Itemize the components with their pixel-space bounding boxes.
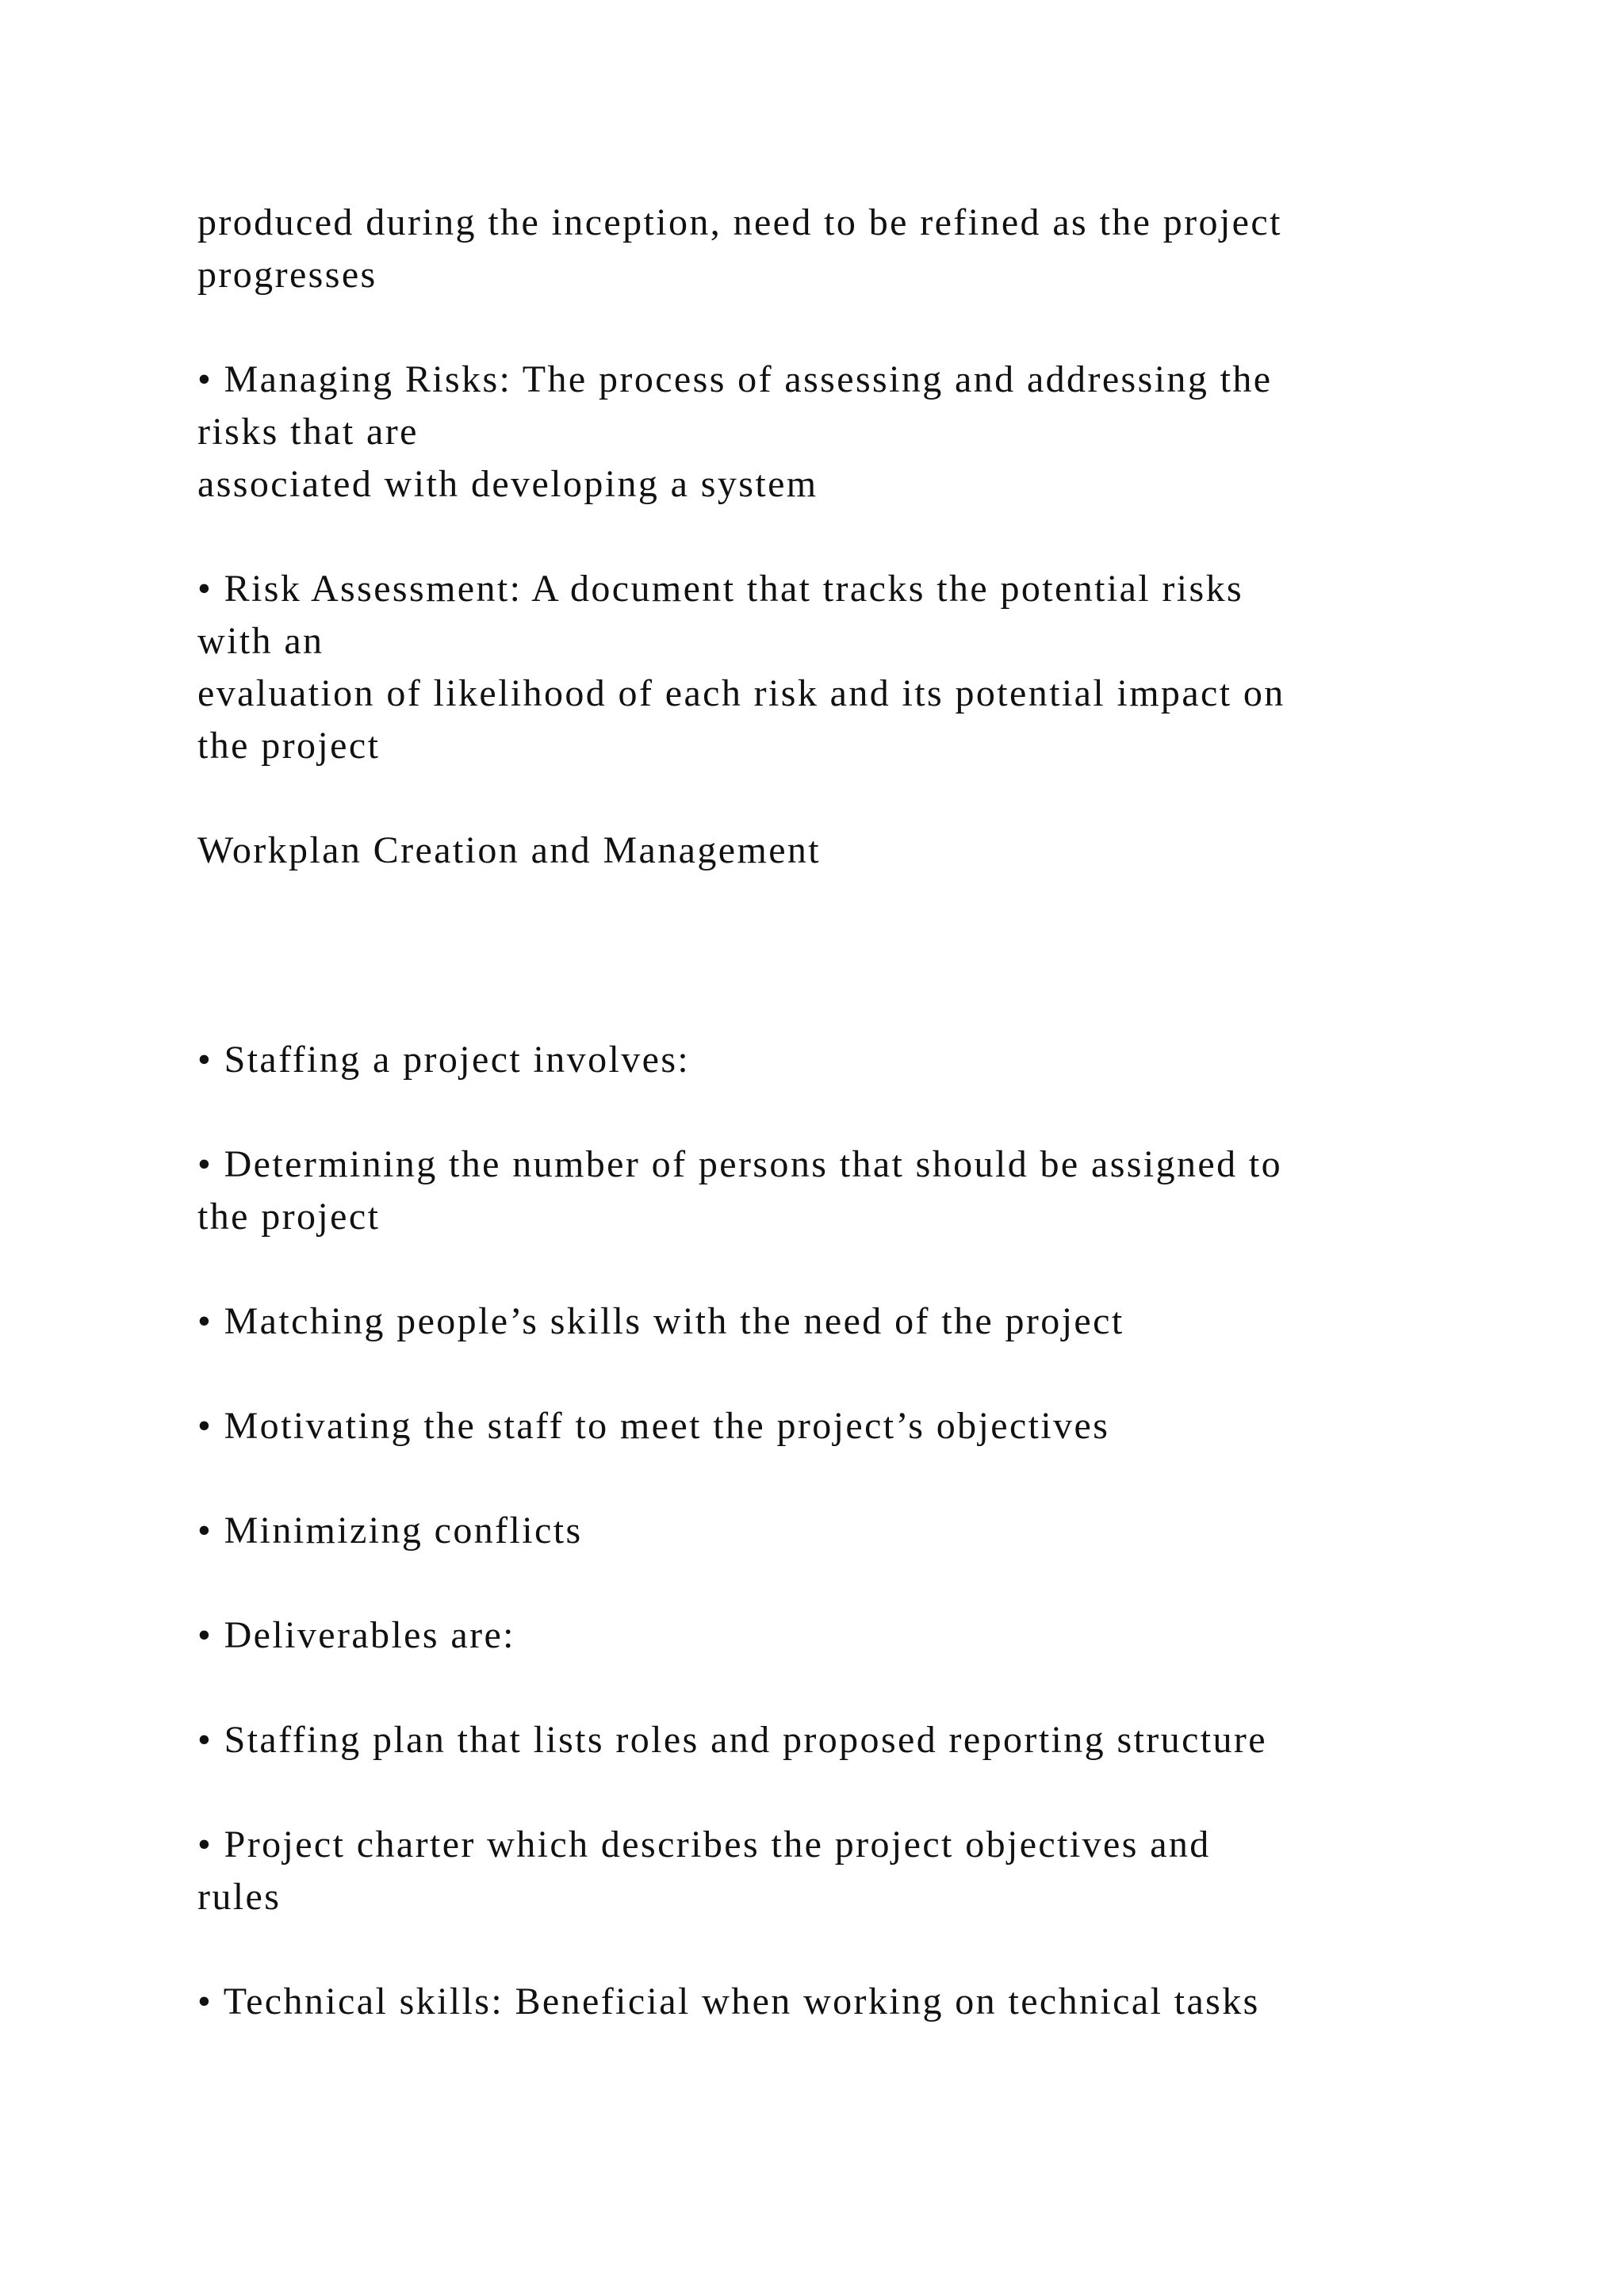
text-line-16: • Minimizing conflicts bbox=[197, 1510, 583, 1552]
text-line-5: associated with developing a system bbox=[197, 463, 818, 505]
text-line-12: • Determining the number of persons that should be assigned to bbox=[197, 1143, 1283, 1185]
text-line-9: the project bbox=[197, 725, 381, 767]
text-line-13: the project bbox=[197, 1196, 381, 1238]
text-line-1: produced during the inception, need to be refined as the project bbox=[197, 201, 1282, 243]
text-line-21: • Technical skills: Beneficial when working on technical tasks bbox=[197, 1980, 1260, 2022]
text-line-15: • Motivating the staff to meet the project’s objectives bbox=[197, 1405, 1110, 1447]
text-line-2: progresses bbox=[197, 254, 377, 296]
section-heading: Workplan Creation and Management bbox=[197, 829, 822, 871]
text-line-17: • Deliverables are: bbox=[197, 1614, 515, 1656]
text-line-18: • Staffing plan that lists roles and proposed reporting structure bbox=[197, 1719, 1268, 1761]
text-line-7: with an bbox=[197, 620, 324, 662]
text-line-20: rules bbox=[197, 1876, 282, 1918]
text-line-19: • Project charter which describes the project objectives and bbox=[197, 1823, 1211, 1866]
text-line-11: • Staffing a project involves: bbox=[197, 1039, 691, 1081]
text-line-14: • Matching people’s skills with the need of the project bbox=[197, 1300, 1124, 1342]
text-line-6: • Risk Assessment: A document that tracks the potential risks bbox=[197, 568, 1244, 610]
text-line-8: evaluation of likelihood of each risk and its potential impact on bbox=[197, 672, 1285, 714]
text-line-4: risks that are bbox=[197, 411, 419, 453]
text-line-3: • Managing Risks: The process of assessing and addressing the bbox=[197, 358, 1273, 400]
